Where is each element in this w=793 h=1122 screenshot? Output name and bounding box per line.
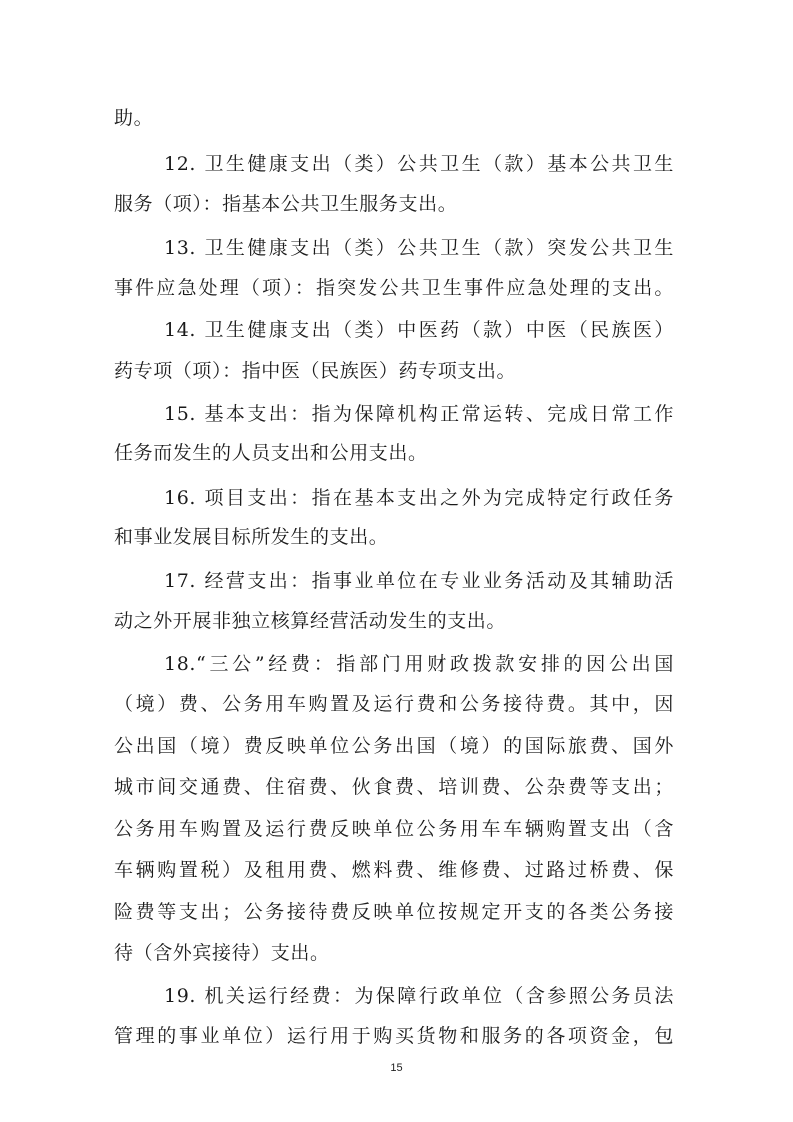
text-line: 助。 bbox=[114, 107, 154, 129]
text-line: 动之外开展非独立核算经营活动发生的支出。 bbox=[114, 610, 507, 632]
text-line: 15. 基本支出：指为保障机构正常运转、完成日常工作 bbox=[164, 403, 674, 425]
text-line: 车辆购置税）及租用费、燃料费、维修费、过路过桥费、保 bbox=[114, 859, 674, 881]
text-line: 12. 卫生健康支出（类）公共卫生（款）基本公共卫生 bbox=[164, 153, 674, 175]
page-number: 15 bbox=[390, 1062, 403, 1074]
text-line: 17. 经营支出：指事业单位在专业业务活动及其辅助活 bbox=[164, 570, 674, 592]
text-line: 13. 卫生健康支出（类）公共卫生（款）突发公共卫生 bbox=[164, 237, 674, 259]
text-line: 16. 项目支出：指在基本支出之外为完成特定行政任务 bbox=[164, 487, 674, 509]
text-line: 城市间交通费、住宿费、伙食费、培训费、公杂费等支出； bbox=[114, 776, 674, 798]
text-line: 任务而发生的人员支出和公用支出。 bbox=[114, 442, 428, 464]
text-line: （境）费、公务用车购置及运行费和公务接待费。其中，因 bbox=[114, 693, 674, 715]
text-line: 14. 卫生健康支出（类）中医药（款）中医（民族医） bbox=[164, 319, 674, 341]
text-line: 待（含外宾接待）支出。 bbox=[114, 942, 330, 964]
text-line: 公务用车购置及运行费反映单位公务用车车辆购置支出（含 bbox=[114, 818, 674, 840]
text-line: 和事业发展目标所发生的支出。 bbox=[114, 526, 389, 548]
text-line: 险费等支出；公务接待费反映单位按规定开支的各类公务接 bbox=[114, 901, 674, 923]
text-line: 19. 机关运行经费：为保障行政单位（含参照公务员法 bbox=[164, 985, 674, 1007]
text-line: 服务（项）：指基本公共卫生服务支出。 bbox=[114, 193, 458, 215]
text-line: 公出国（境）费反映单位公务出国（境）的国际旅费、国外 bbox=[114, 735, 674, 757]
text-line: 药专项（项）：指中医（民族医）药专项支出。 bbox=[114, 360, 517, 382]
text-line: 事件应急处理（项）：指突发公共卫生事件应急处理的支出。 bbox=[114, 277, 674, 299]
text-line: 18.“三公”经费：指部门用财政拨款安排的因公出国 bbox=[164, 653, 674, 675]
text-line: 管理的事业单位）运行用于购买货物和服务的各项资金，包 bbox=[114, 1025, 674, 1047]
